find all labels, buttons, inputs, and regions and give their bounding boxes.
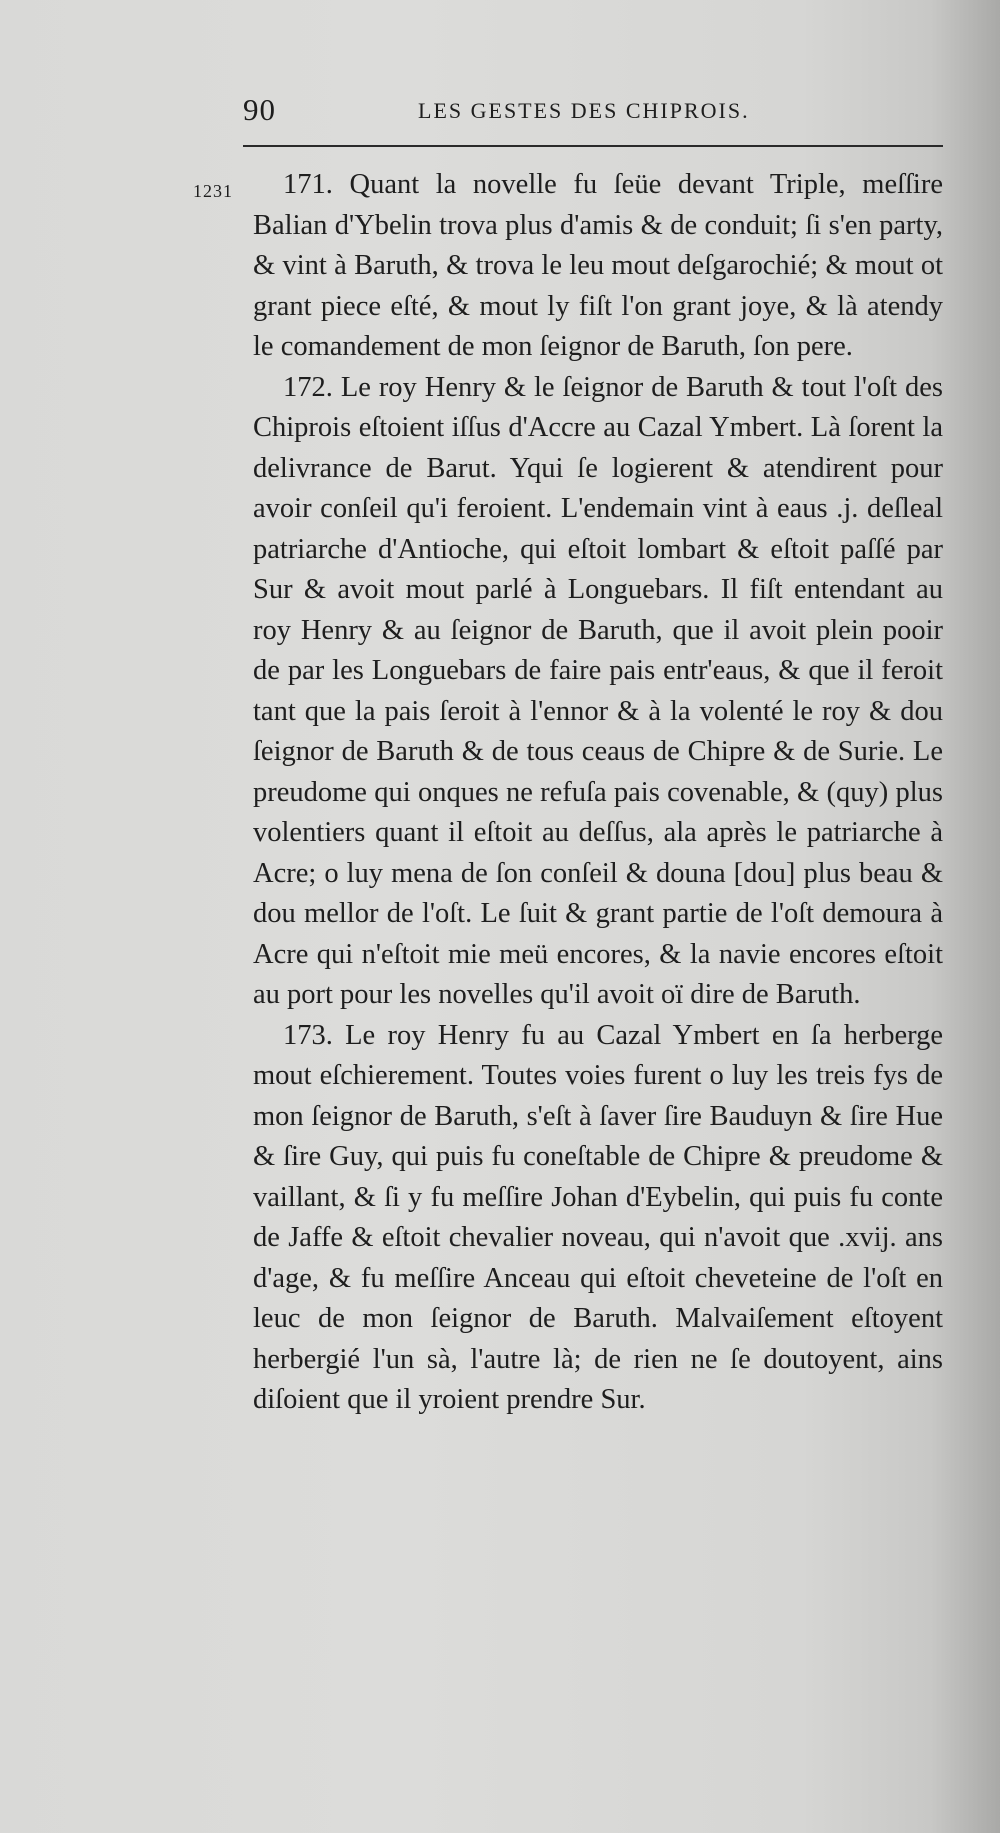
page-number: 90 <box>243 92 276 127</box>
body-text <box>253 165 943 1421</box>
paragraph-172: 172. Le roy Henry & le ſeignor de Baruth & tout l'oſt des Chiprois eſtoient iſſus d'Accre au Cazal Ymbert. Là ſorent la delivrance de Barut. Yqui ſe logierent & atendirent pour avoir conſeil qu'i feroient. L'endemain vint à eaus .j. deſleal patriarche d'Antioche, qui eſtoit lombart & eſtoit paſſé par Sur & avoit mout parlé à Longuebars. Il fiſt entendant au roy Henry & au ſeignor de Baruth, que il avoit plein pooir de par les Longuebars de faire pais entr'eaus, & que il feroit tant que la pais ſeroit à l'ennor & à la volenté le roy & dou ſeignor de Baruth & de tous ceaus de Chipre & de Surie. Le preudome qui onques ne refuſa pais covenable, & (quy) plus volentiers quant il eſtoit au deſſus, ala après le patriarche à Acre; o luy mena de ſon conſeil & douna [dou] plus beau & dou mellor de l'oſt. Le ſuit & grant partie de l'oſt demoura à Acre qui n'eſtoit mie meü encores, & la navie encores eſtoit au port pour les novelles qu'il avoit oï dire de Baruth. <box>253 371 943 1010</box>
margin-year-note: 1231 <box>193 181 233 201</box>
page-header <box>243 92 943 132</box>
header-rule <box>243 145 943 147</box>
paragraph-171: 171. Quant la novelle fu ſeüe devant Triple, meſſire Balian d'Ybelin trova plus d'amis & de conduit; ſi s'en party, & vint à Baruth, & trova le leu mout deſgarochié; & mout ot grant piece eſté, & mout ly fiſt l'on grant joye, & là atendy le comandement de mon ſeignor de Baruth, ſon pere. <box>253 169 943 362</box>
running-head: LES GESTES DES CHIPROIS. <box>418 98 750 123</box>
paragraph-173: 173. Le roy Henry fu au Cazal Ymbert en ſa herberge mout eſchierement. Toutes voies furent o luy les treis fys de mon ſeignor de Baruth, s'eſt à ſaver ſire Bauduyn & ſire Hue & ſire Guy, qui puis fu coneſtable de Chipre & preudome & vaillant, & ſi y fu meſſire Johan d'Eybelin, qui puis fu conte de Jaffe & eſtoit chevalier noveau, qui n'avoit que .xvij. ans d'age, & fu meſſire Anceau qui eſtoit cheveteine de l'oſt en leuc de mon ſeignor de Baruth. Malvaiſement eſtoyent herbergié l'un sà, l'autre là; de rien ne ſe doutoyent, ains diſoient que il yroient prendre Sur. <box>253 1019 943 1415</box>
